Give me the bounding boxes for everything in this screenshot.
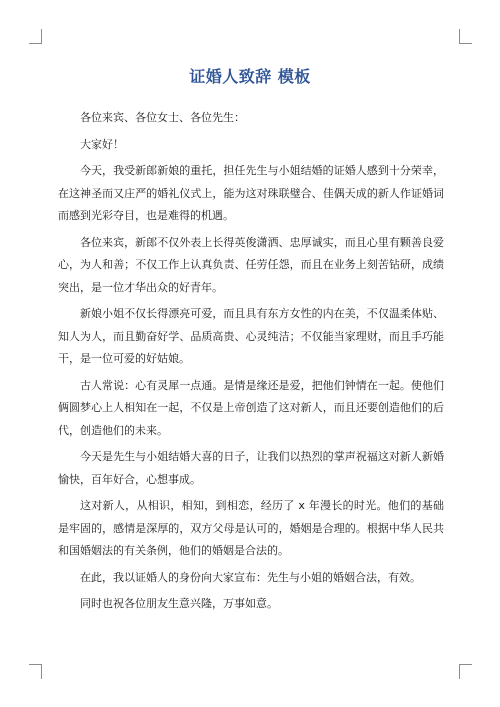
document-title: 证婚人致辞 模板	[189, 67, 311, 86]
paragraph: 今天是先生与小姐结婚大喜的日子，让我们以热烈的掌声祝福这对新人新婚愉快，百年好合，心想事成。	[58, 450, 444, 486]
paragraph: 这对新人，从相识，相知，到相恋，经历了 x 年漫长的时光。他们的基础是牢固的，感情是深厚的，双方父母是认可的，婚姻是合理的。根据中华人民共和国婚姻法的有关条例，他们的婚姻是合法的。	[58, 499, 444, 557]
paragraph: 大家好！	[80, 137, 124, 151]
paragraph: 同时也祝各位朋友生意兴隆，万事如意。	[80, 597, 278, 610]
paragraph: 各位来宾、各位女士、各位先生：	[80, 111, 245, 124]
page-corner-mark-bottom-right	[459, 664, 472, 679]
paragraph: 在此，我以证婚人的身份向大家宣布：先生与小姐的婚姻合法，有效。	[80, 570, 421, 584]
paragraph: 各位来宾，新郎不仅外表上长得英俊潇洒、忠厚诚实，而且心里有颗善良爱心，为人和善；不仅工作上认真负责、任劳任怨，而且在业务上刻苦钻研，成绩突出，是一位才华出众的好青年。	[58, 235, 444, 294]
page-corner-mark-top-left	[29, 29, 42, 44]
paragraph: 古人常说：心有灵犀一点通。是情是缘还是爱，把他们钟情在一起。使他们俩圆梦心上人相知在一起，不仅是上帝创造了这对新人，而且还要创造他们的后代，创造他们的未来。	[58, 378, 444, 437]
paragraph: 新娘小姐不仅长得漂亮可爱，而且具有东方女性的内在美，不仅温柔体贴、知人为人，而且勤奋好学、品质高贵、心灵纯洁；不仅能当家理财，而且手巧能干，是一位可爱的好姑娘。	[58, 307, 444, 365]
document-body	[58, 107, 444, 620]
page-corner-mark-bottom-left	[29, 664, 42, 679]
paragraph: 今天，我受新郎新娘的重托，担任先生与小姐结婚的证婚人感到十分荣幸，在这神圣而又庄严的婚礼仪式上，能为这对珠联璧合、佳偶天成的新人作证婚词而感到光彩夺目，也是难得的机遇。	[58, 164, 444, 222]
page-corner-mark-top-right	[459, 29, 472, 44]
